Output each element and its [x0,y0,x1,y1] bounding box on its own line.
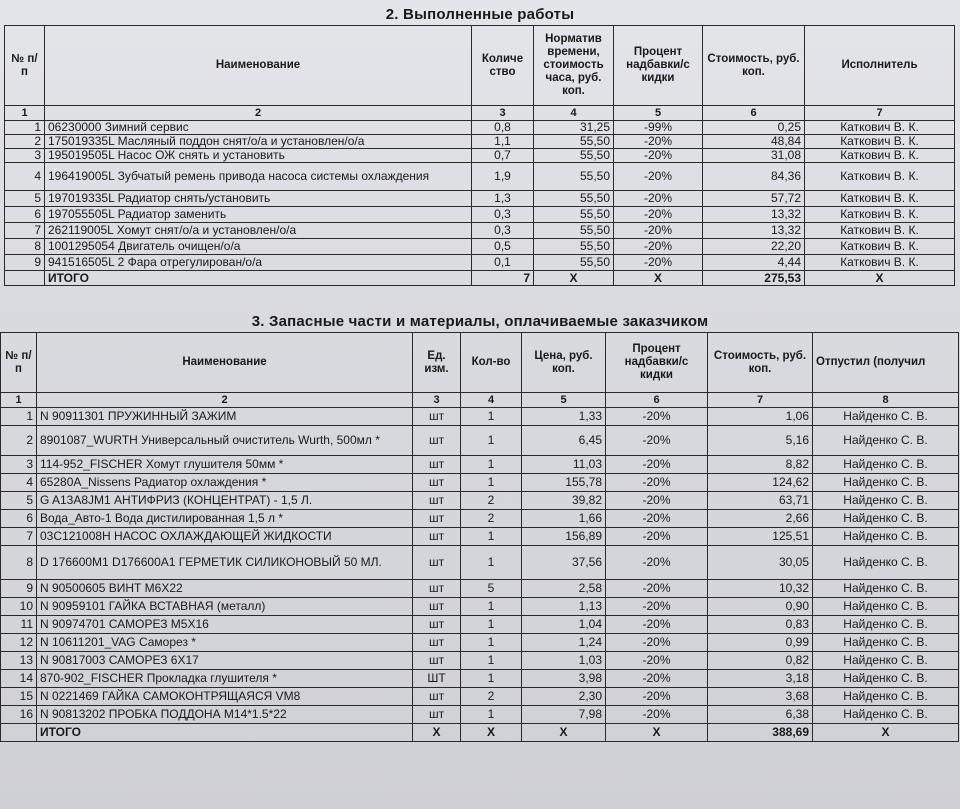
part-qty: 1 [461,616,522,634]
part-cost: 3,68 [708,688,813,706]
row-number: 1 [1,408,37,426]
table-row [1,616,959,634]
row-number: 8 [5,239,45,255]
table-row [1,670,959,688]
work-executor: Каткович В. К. [805,191,955,207]
part-cost: 3,18 [708,670,813,688]
work-markup: -20% [614,223,703,239]
row-number: 9 [5,255,45,271]
total-spacer [1,724,37,742]
part-name: N 90817003 САМОРЕЗ 6X17 [37,652,413,670]
part-qty: 1 [461,474,522,492]
total-qty: 7 [472,271,534,286]
col-issued-header: Отпустил (получил [813,333,959,393]
row-number: 11 [1,616,37,634]
col-num-header: № п/п [1,333,37,393]
part-qty: 1 [461,634,522,652]
col-qty-header: Кол-во [461,333,522,393]
col-cost-header: Стоимость, руб. коп. [708,333,813,393]
total-row [5,271,955,286]
work-name: 196419005L Зубчатый ремень привода насоса системы охлаждения [45,163,472,191]
work-norm: 55,50 [534,135,614,149]
total-unit: X [413,724,461,742]
work-executor: Каткович В. К. [805,239,955,255]
work-name: 175019335L Масляный поддон снят/о/а и установлен/о/а [45,135,472,149]
part-cost: 0,99 [708,634,813,652]
work-qty: 1,3 [472,191,534,207]
part-cost: 5,16 [708,426,813,456]
total-price: X [522,724,606,742]
work-cost: 22,20 [703,239,805,255]
part-markup: -20% [606,492,708,510]
col-markup-header: Процент надбавки/с кидки [606,333,708,393]
work-norm: 55,50 [534,223,614,239]
table-row [1,492,959,510]
row-number: 8 [1,546,37,580]
work-cost: 13,32 [703,207,805,223]
part-name: N 90911301 ПРУЖИННЫЙ ЗАЖИМ [37,408,413,426]
part-markup: -20% [606,598,708,616]
total-issued: X [813,724,959,742]
part-price: 3,98 [522,670,606,688]
work-markup: -20% [614,163,703,191]
part-unit: шт [413,688,461,706]
total-label: ИТОГО [37,724,413,742]
col-name-header: Наименование [37,333,413,393]
part-price: 1,13 [522,598,606,616]
row-number: 3 [1,456,37,474]
work-executor: Каткович В. К. [805,223,955,239]
part-name: 03C121008H НАСОС ОХЛАЖДАЮЩЕЙ ЖИДКОСТИ [37,528,413,546]
column-number: 5 [614,106,703,121]
row-number: 2 [1,426,37,456]
part-unit: шт [413,528,461,546]
row-number: 12 [1,634,37,652]
part-price: 1,24 [522,634,606,652]
part-cost: 125,51 [708,528,813,546]
part-unit: шт [413,634,461,652]
total-executor: X [805,271,955,286]
column-number: 4 [461,393,522,408]
part-issued: Найденко С. В. [813,492,959,510]
work-norm: 55,50 [534,255,614,271]
row-number: 6 [1,510,37,528]
part-issued: Найденко С. В. [813,426,959,456]
part-price: 6,45 [522,426,606,456]
work-executor: Каткович В. К. [805,255,955,271]
part-price: 39,82 [522,492,606,510]
column-number: 2 [45,106,472,121]
column-number: 5 [522,393,606,408]
part-name: 114-952_FISCHER Хомут глушителя 50мм * [37,456,413,474]
part-markup: -20% [606,528,708,546]
work-executor: Каткович В. К. [805,121,955,135]
column-number: 7 [805,106,955,121]
column-number: 6 [606,393,708,408]
part-cost: 0,90 [708,598,813,616]
part-name: 870-902_FISCHER Прокладка глушителя * [37,670,413,688]
column-number: 2 [37,393,413,408]
work-qty: 0,7 [472,149,534,163]
work-cost: 84,36 [703,163,805,191]
part-issued: Найденко С. В. [813,634,959,652]
part-name: G A13A8JM1 АНТИФРИЗ (КОНЦЕНТРАТ) - 1,5 Л. [37,492,413,510]
work-cost: 48,84 [703,135,805,149]
work-norm: 31,25 [534,121,614,135]
part-name: D 176600M1 D176600A1 ГЕРМЕТИК СИЛИКОНОВЫЙ 50 МЛ. [37,546,413,580]
work-name: 941516505L 2 Фара отрегулирован/о/а [45,255,472,271]
part-price: 2,58 [522,580,606,598]
part-issued: Найденко С. В. [813,580,959,598]
table-row [1,546,959,580]
part-qty: 2 [461,510,522,528]
part-price: 1,04 [522,616,606,634]
part-price: 7,98 [522,706,606,724]
work-qty: 1,1 [472,135,534,149]
total-norm: X [534,271,614,286]
part-unit: шт [413,510,461,528]
work-cost: 13,32 [703,223,805,239]
total-qty: X [461,724,522,742]
part-unit: шт [413,474,461,492]
total-row [1,724,959,742]
part-issued: Найденко С. В. [813,528,959,546]
row-number: 5 [1,492,37,510]
part-markup: -20% [606,510,708,528]
part-name: N 0221469 ГАЙКА САМОКОНТРЯЩАЯСЯ VM8 [37,688,413,706]
work-markup: -20% [614,135,703,149]
part-unit: шт [413,652,461,670]
row-number: 7 [1,528,37,546]
work-markup: -20% [614,255,703,271]
part-unit: шт [413,598,461,616]
row-number: 7 [5,223,45,239]
table-row [5,191,955,207]
column-number: 3 [472,106,534,121]
table-row [5,255,955,271]
total-cost: 388,69 [708,724,813,742]
part-price: 11,03 [522,456,606,474]
part-markup: -20% [606,652,708,670]
part-qty: 1 [461,528,522,546]
part-qty: 1 [461,456,522,474]
part-cost: 8,82 [708,456,813,474]
work-qty: 0,3 [472,223,534,239]
part-issued: Найденко С. В. [813,598,959,616]
total-label: ИТОГО [45,271,472,286]
col-executor-header: Исполнитель [805,26,955,106]
col-name-header: Наименование [45,26,472,106]
table-row [1,580,959,598]
part-qty: 2 [461,492,522,510]
table-row [1,408,959,426]
work-qty: 0,1 [472,255,534,271]
part-cost: 6,38 [708,706,813,724]
part-name: N 90813202 ПРОБКА ПОДДОНА M14*1.5*22 [37,706,413,724]
col-num-header: № п/п [5,26,45,106]
row-number: 15 [1,688,37,706]
work-markup: -20% [614,239,703,255]
part-unit: шт [413,706,461,724]
column-number: 7 [708,393,813,408]
table-row [5,223,955,239]
part-name: 65280A_Nissens Радиатор охлаждения * [37,474,413,492]
row-number: 4 [1,474,37,492]
work-executor: Каткович В. К. [805,163,955,191]
part-issued: Найденко С. В. [813,670,959,688]
part-qty: 1 [461,408,522,426]
part-price: 37,56 [522,546,606,580]
col-unit-header: Ед. изм. [413,333,461,393]
part-unit: ШТ [413,670,461,688]
part-cost: 2,66 [708,510,813,528]
col-markup-header: Процент надбавки/с кидки [614,26,703,106]
col-qty-header: Количе ство [472,26,534,106]
work-cost: 31,08 [703,149,805,163]
work-cost: 4,44 [703,255,805,271]
table-row [1,528,959,546]
work-cost: 0,25 [703,121,805,135]
work-executor: Каткович В. К. [805,207,955,223]
work-name: 262119005L Хомут снят/о/а и установлен/о/а [45,223,472,239]
part-cost: 30,05 [708,546,813,580]
total-cost: 275,53 [703,271,805,286]
col-norm-header: Норматив времени, стоимость часа, руб. коп. [534,26,614,106]
table-row [1,688,959,706]
part-price: 1,03 [522,652,606,670]
table-row [1,706,959,724]
part-qty: 1 [461,546,522,580]
part-markup: -20% [606,546,708,580]
table-row [1,634,959,652]
part-cost: 1,06 [708,408,813,426]
column-number-row [1,393,959,408]
part-issued: Найденко С. В. [813,706,959,724]
part-unit: шт [413,408,461,426]
row-number: 1 [5,121,45,135]
work-cost: 57,72 [703,191,805,207]
part-unit: шт [413,456,461,474]
part-markup: -20% [606,426,708,456]
table-row [1,474,959,492]
column-number: 6 [703,106,805,121]
row-number: 16 [1,706,37,724]
works-table [4,25,955,286]
column-number: 1 [5,106,45,121]
part-qty: 1 [461,706,522,724]
part-price: 155,78 [522,474,606,492]
column-number: 3 [413,393,461,408]
work-norm: 55,50 [534,207,614,223]
table-row [1,426,959,456]
table-row [1,598,959,616]
part-issued: Найденко С. В. [813,456,959,474]
work-name: 1001295054 Двигатель очищен/о/а [45,239,472,255]
work-qty: 1,9 [472,163,534,191]
part-unit: шт [413,492,461,510]
total-spacer [5,271,45,286]
part-price: 2,30 [522,688,606,706]
part-markup: -20% [606,456,708,474]
part-markup: -20% [606,688,708,706]
part-cost: 0,83 [708,616,813,634]
part-unit: шт [413,616,461,634]
part-qty: 1 [461,426,522,456]
work-norm: 55,50 [534,191,614,207]
total-markup: X [614,271,703,286]
row-number: 13 [1,652,37,670]
work-qty: 0,8 [472,121,534,135]
work-name: 195019505L Насос ОЖ снять и установить [45,149,472,163]
work-norm: 55,50 [534,149,614,163]
part-name: Вода_Авто-1 Вода дистилированная 1,5 л * [37,510,413,528]
table-row [5,207,955,223]
table-row [5,121,955,135]
work-markup: -20% [614,149,703,163]
part-markup: -20% [606,706,708,724]
section3-title: 3. Запасные части и материалы, оплачиваемые заказчиком [251,313,709,330]
work-markup: -99% [614,121,703,135]
part-issued: Найденко С. В. [813,616,959,634]
part-name: 8901087_WURTH Универсальный очиститель Wurth, 500мл * [37,426,413,456]
column-number-row [5,106,955,121]
part-cost: 0,82 [708,652,813,670]
part-unit: шт [413,580,461,598]
table-row [5,163,955,191]
row-number: 10 [1,598,37,616]
part-issued: Найденко С. В. [813,474,959,492]
row-number: 6 [5,207,45,223]
row-number: 9 [1,580,37,598]
table-row [1,510,959,528]
part-unit: шт [413,546,461,580]
part-qty: 2 [461,688,522,706]
part-issued: Найденко С. В. [813,546,959,580]
part-cost: 10,32 [708,580,813,598]
part-name: N 90959101 ГАЙКА ВСТАВНАЯ (металл) [37,598,413,616]
part-price: 1,66 [522,510,606,528]
work-name: 06230000 Зимний сервис [45,121,472,135]
part-issued: Найденко С. В. [813,510,959,528]
table-row [5,149,955,163]
part-markup: -20% [606,634,708,652]
parts-table [0,332,959,742]
part-unit: шт [413,426,461,456]
part-markup: -20% [606,408,708,426]
row-number: 3 [5,149,45,163]
row-number: 5 [5,191,45,207]
column-number: 8 [813,393,959,408]
row-number: 14 [1,670,37,688]
work-markup: -20% [614,191,703,207]
part-qty: 5 [461,580,522,598]
part-issued: Найденко С. В. [813,688,959,706]
work-executor: Каткович В. К. [805,135,955,149]
section2-title: 2. Выполненные работы [385,6,575,23]
col-price-header: Цена, руб. коп. [522,333,606,393]
work-norm: 55,50 [534,163,614,191]
work-qty: 0,3 [472,207,534,223]
part-markup: -20% [606,616,708,634]
part-markup: -20% [606,580,708,598]
part-markup: -20% [606,474,708,492]
part-issued: Найденко С. В. [813,652,959,670]
table-row [1,456,959,474]
col-cost-header: Стоимость, руб. коп. [703,26,805,106]
column-number: 4 [534,106,614,121]
part-name: N 90974701 САМОРЕЗ M5X16 [37,616,413,634]
table-row [5,239,955,255]
part-name: N 90500605 ВИНТ M6X22 [37,580,413,598]
part-qty: 1 [461,670,522,688]
work-markup: -20% [614,207,703,223]
table-row [5,135,955,149]
work-name: 197055505L Радиатор заменить [45,207,472,223]
row-number: 4 [5,163,45,191]
part-qty: 1 [461,598,522,616]
table-row [1,652,959,670]
part-price: 1,33 [522,408,606,426]
row-number: 2 [5,135,45,149]
part-name: N 10611201_VAG Саморез * [37,634,413,652]
part-issued: Найденко С. В. [813,408,959,426]
part-price: 156,89 [522,528,606,546]
work-executor: Каткович В. К. [805,149,955,163]
work-qty: 0,5 [472,239,534,255]
total-markup: X [606,724,708,742]
work-norm: 55,50 [534,239,614,255]
part-qty: 1 [461,652,522,670]
part-cost: 63,71 [708,492,813,510]
part-markup: -20% [606,670,708,688]
work-name: 197019335L Радиатор снять/установить [45,191,472,207]
column-number: 1 [1,393,37,408]
part-cost: 124,62 [708,474,813,492]
